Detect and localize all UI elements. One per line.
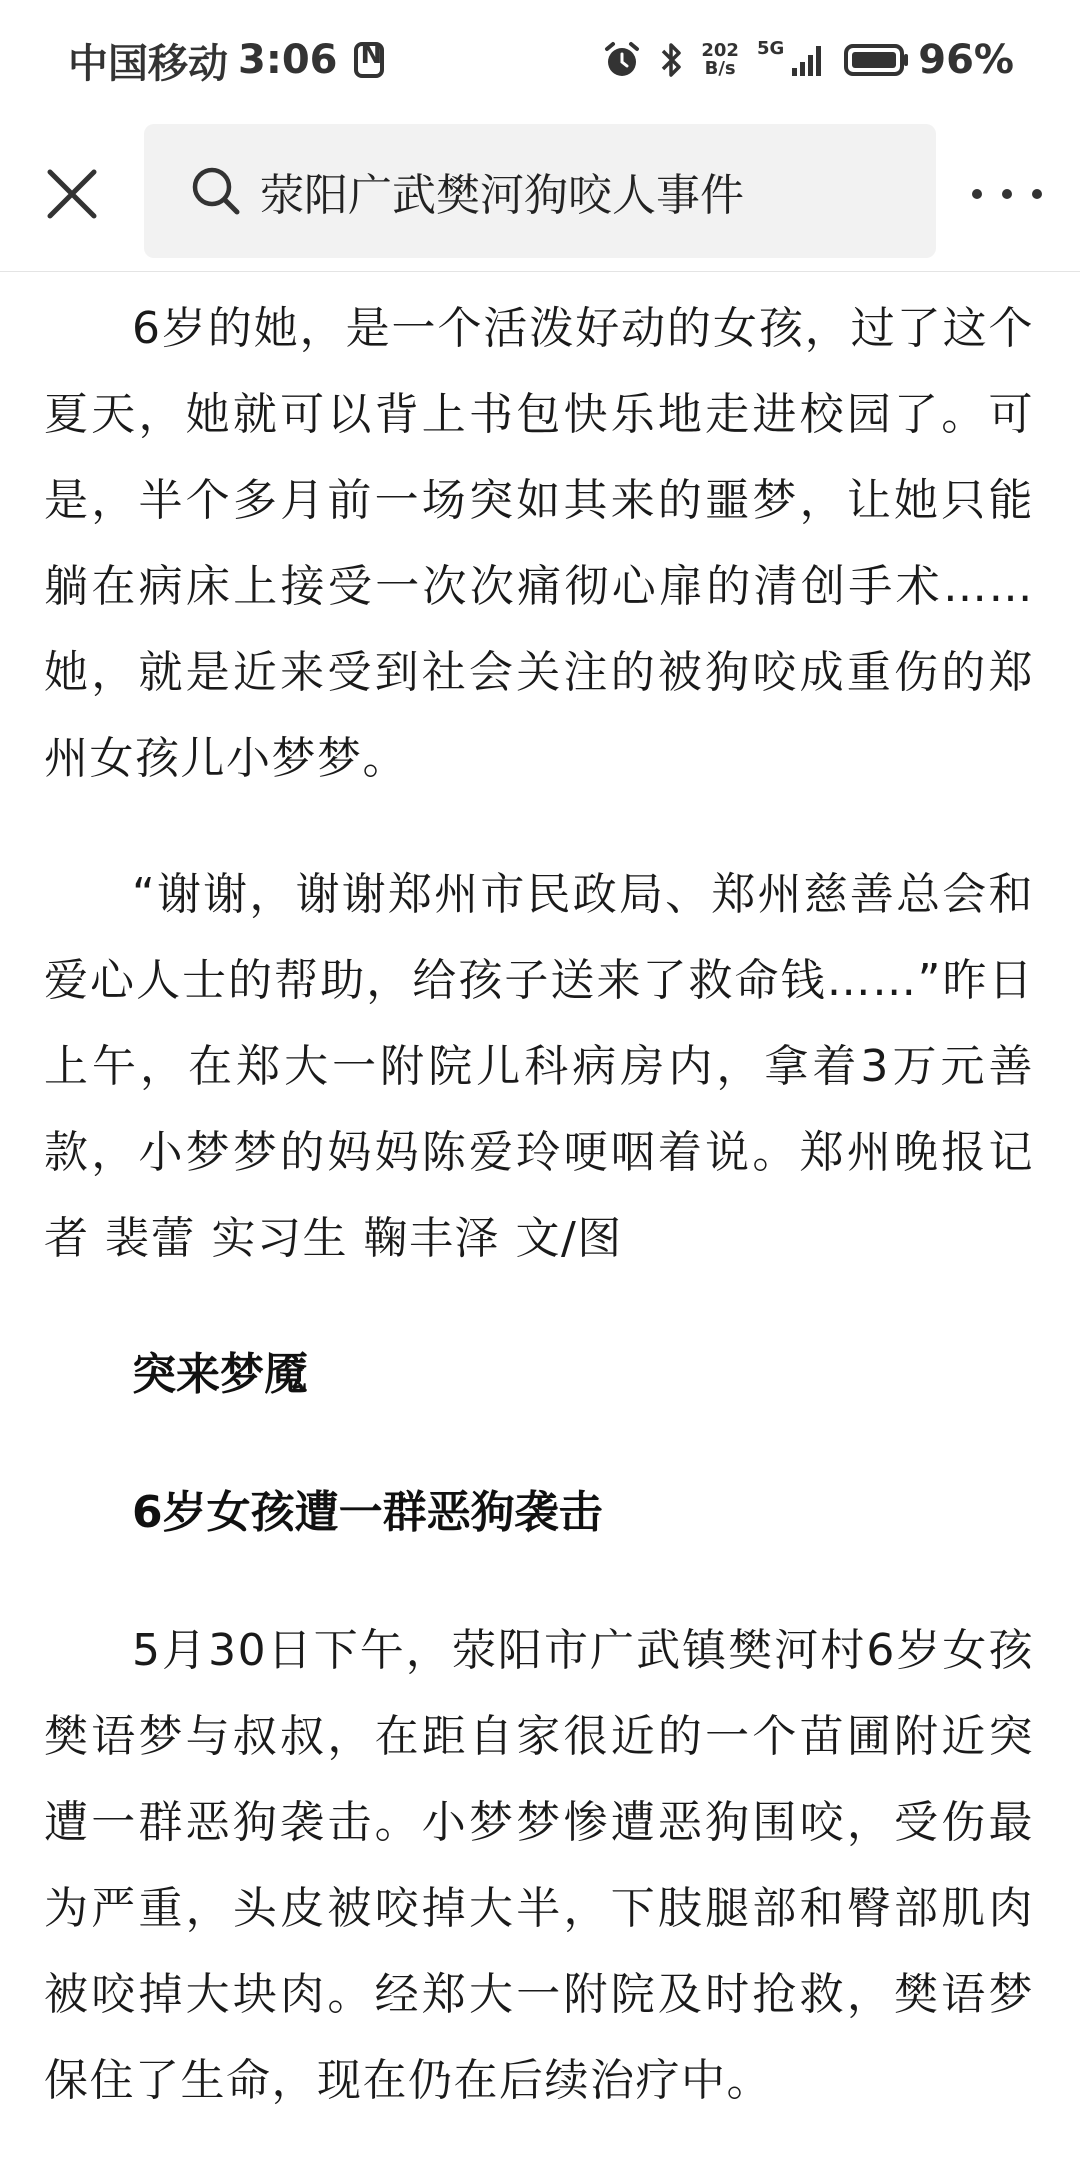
- network-speed-unit: B/s: [704, 58, 736, 79]
- close-icon: [42, 164, 102, 224]
- network-speed: [701, 42, 739, 78]
- more-dot-icon: [1002, 189, 1012, 199]
- section-heading: 突来梦魇: [132, 1349, 308, 1400]
- section-subheading: 6岁女孩遭一群恶狗袭击: [132, 1487, 603, 1538]
- status-bar: [0, 0, 1080, 120]
- article-paragraph: “谢谢，谢谢郑州市民政局、郑州慈善总会和爱心人士的帮助，给孩子送来了救命钱……”昨日上午，在郑大一附院儿科病房内，拿着3万元善款，小梦梦的妈妈陈爱玲哽咽着说。郑州晚报记者 裴蕾 实习生 鞠丰泽 文/图: [44, 869, 1034, 1264]
- article-paragraph: 5月30日下午，荥阳市广武镇樊河村6岁女孩樊语梦与叔叔，在距自家很近的一个苗圃附近突遭一群恶狗袭击。小梦梦惨遭恶狗围咬，受伤最为严重，头皮被咬掉大半，下肢腿部和臀部肌肉被咬掉大块肉。经郑大一附院及时抢救，樊语梦保住了生命，现在仍在后续治疗中。: [44, 1625, 1034, 2106]
- article-body: [44, 286, 1034, 2174]
- nfc-icon: [354, 42, 384, 78]
- carrier-name: 中国移动: [68, 40, 228, 87]
- search-query: 荥阳广武樊河狗咬人事件: [260, 170, 744, 221]
- close-button[interactable]: [42, 164, 102, 224]
- network-speed-value: 202: [701, 40, 739, 61]
- battery-percentage: 96%: [918, 37, 1014, 83]
- search-input[interactable]: [144, 124, 936, 258]
- bluetooth-icon: [659, 41, 683, 79]
- status-right: [585, 37, 1014, 83]
- clock: 3:06: [238, 37, 338, 83]
- alarm-icon: [603, 41, 641, 79]
- network-type: 5G: [756, 38, 785, 59]
- more-options-button[interactable]: [972, 174, 1042, 214]
- article-paragraph: 6岁的她，是一个活泼好动的女孩，过了这个夏天，她就可以背上书包快乐地走进校园了。可是，半个多月前一场突如其来的噩梦，让她只能躺在病床上接受一次次痛彻心扉的清创手术……她，就是近来受到社会关注的被狗咬成重伤的郑州女孩儿小梦梦。: [44, 303, 1034, 784]
- search-icon: [190, 165, 242, 217]
- top-bar: [0, 120, 1080, 272]
- status-left: [68, 32, 394, 89]
- signal-icon: [790, 42, 826, 78]
- more-dot-icon: [1032, 189, 1042, 199]
- battery-icon: [844, 43, 910, 77]
- more-dot-icon: [972, 189, 982, 199]
